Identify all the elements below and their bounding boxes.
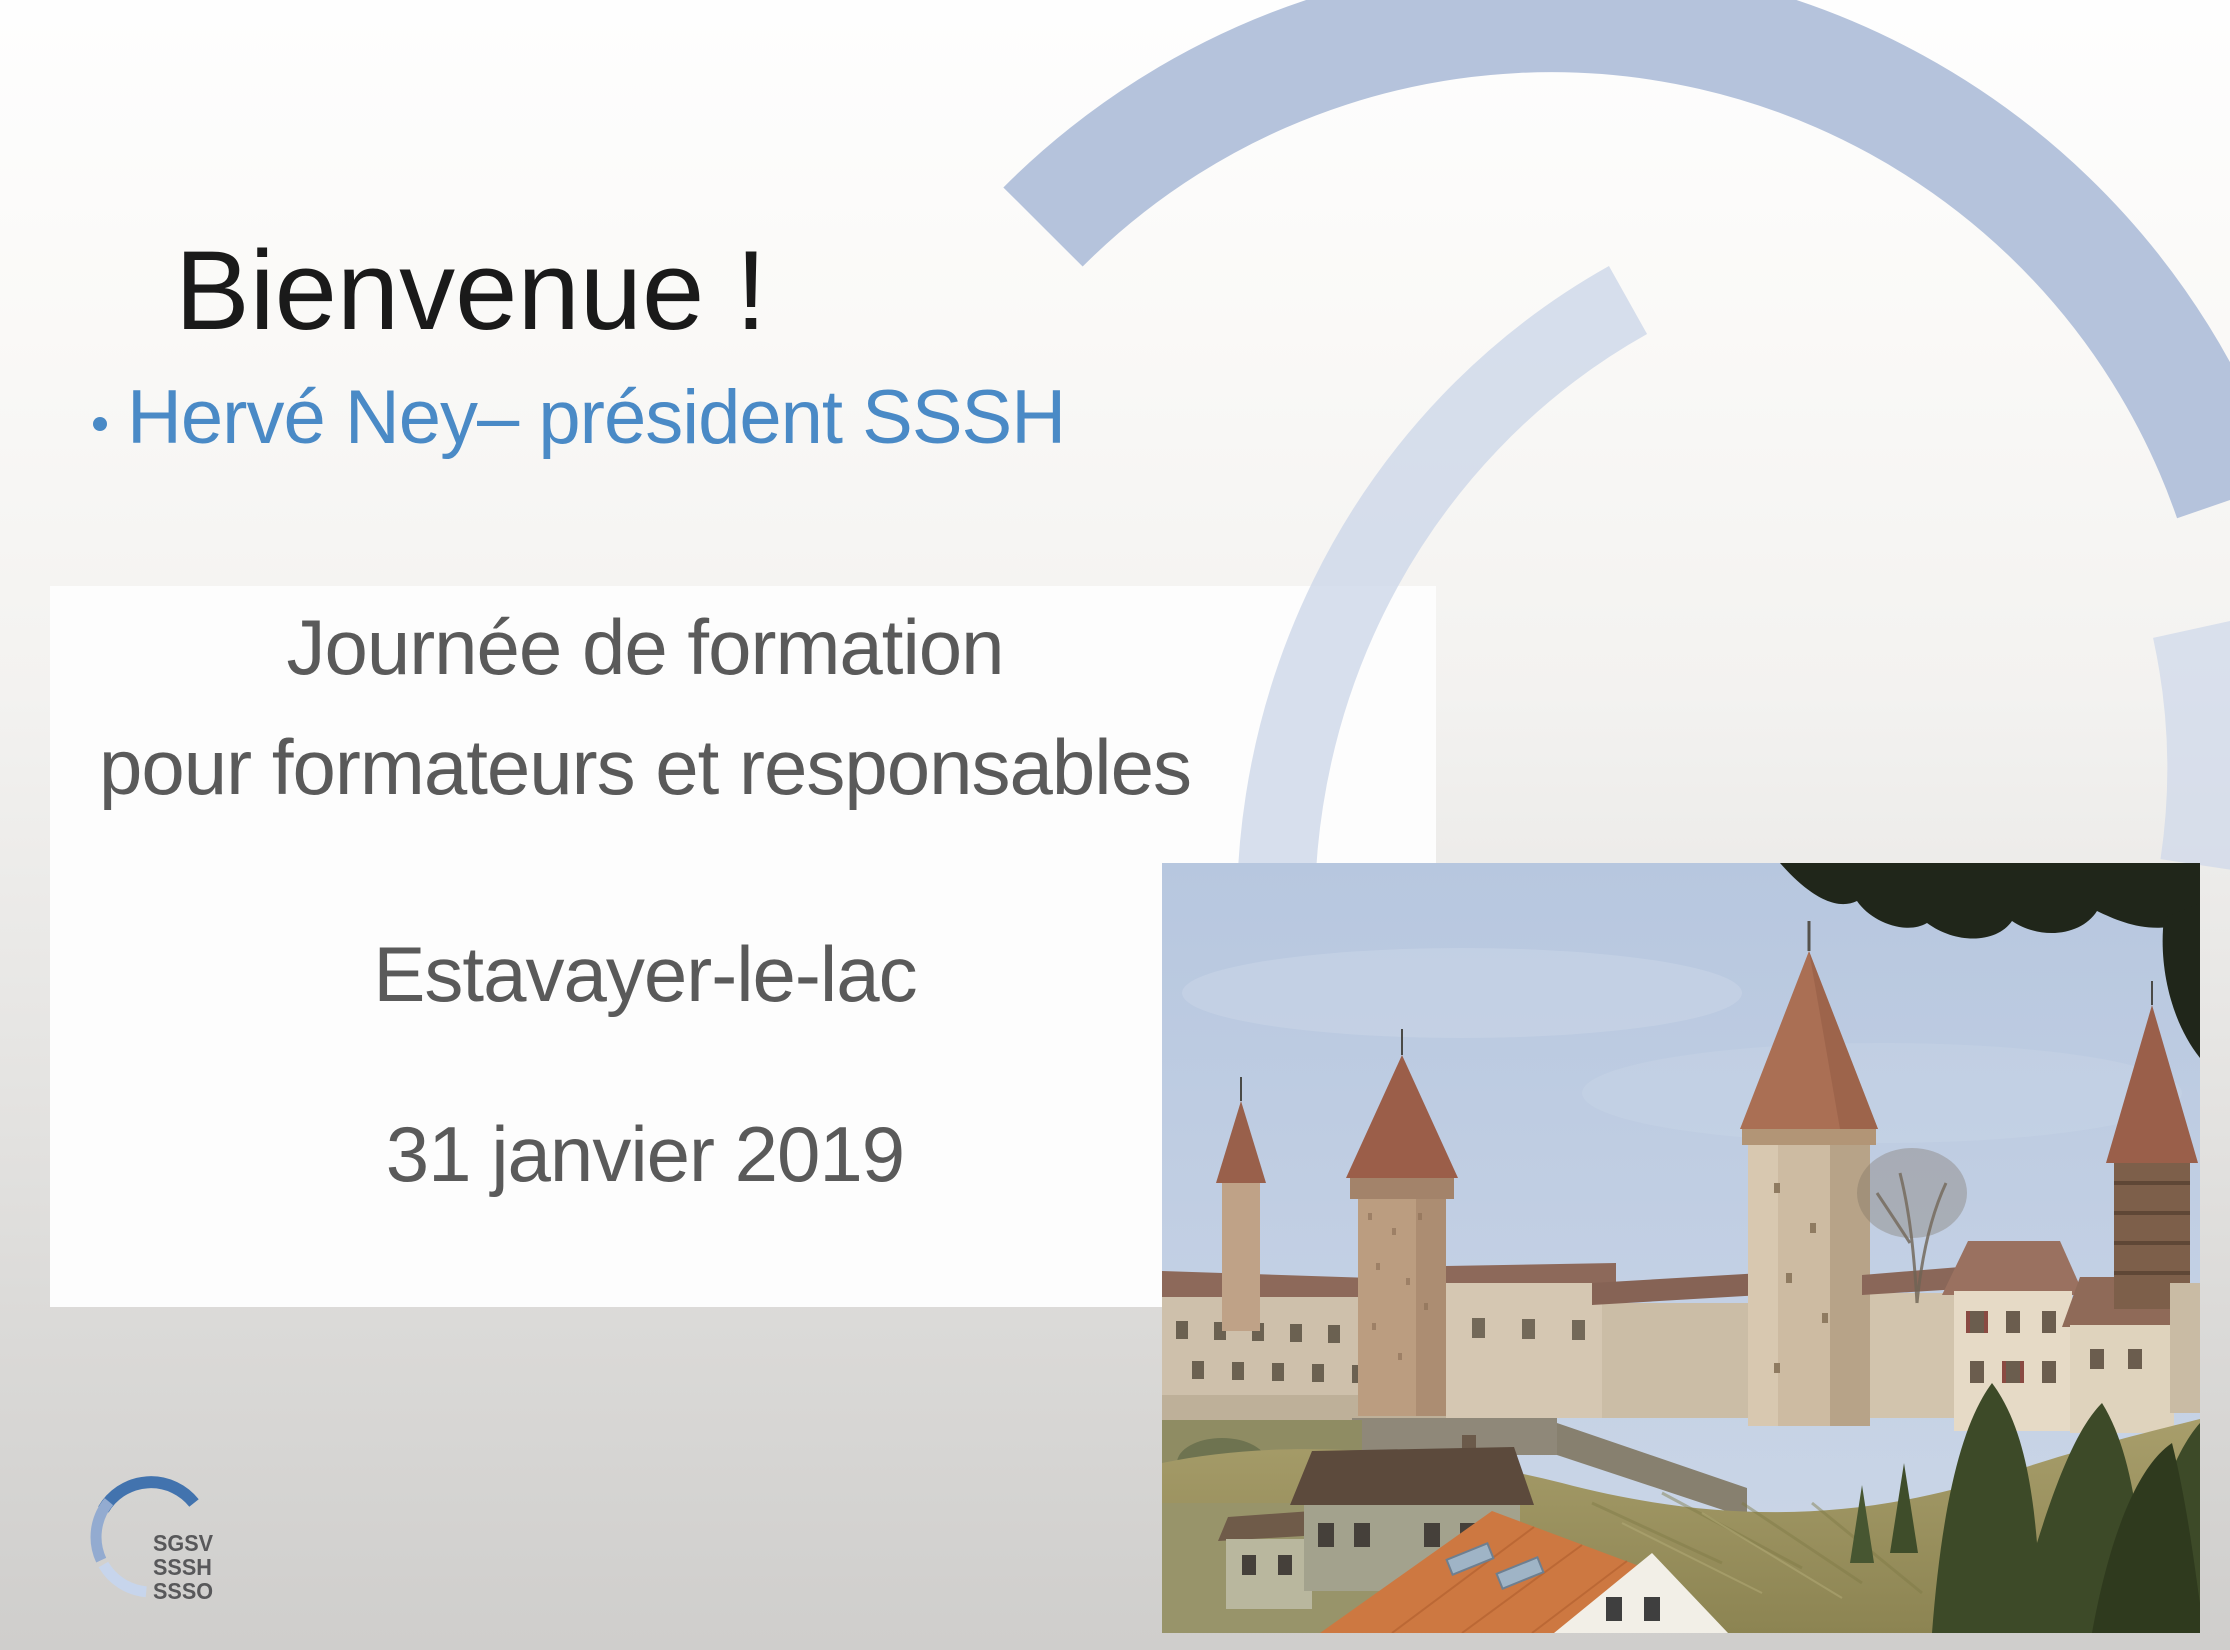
box-line-3: Estavayer-le-lac bbox=[373, 930, 917, 1018]
castle-photo bbox=[1162, 863, 2200, 1633]
bullet-text: Hervé Ney– président SSSH bbox=[127, 375, 1066, 460]
box-line-1: Journée de formation bbox=[286, 603, 1004, 691]
logo-line-2: SSSH bbox=[153, 1554, 212, 1580]
sgsv-logo bbox=[88, 1468, 348, 1618]
box-line-4: 31 janvier 2019 bbox=[385, 1110, 905, 1198]
bullet-dot-icon bbox=[93, 417, 107, 431]
logo-line-1: SGSV bbox=[153, 1530, 214, 1556]
box-line-2: pour formateurs et responsables bbox=[99, 723, 1191, 811]
page-title: Bienvenue ! bbox=[175, 228, 767, 354]
logo-line-3: SSSO bbox=[153, 1578, 214, 1604]
logo-text bbox=[153, 1531, 213, 1603]
